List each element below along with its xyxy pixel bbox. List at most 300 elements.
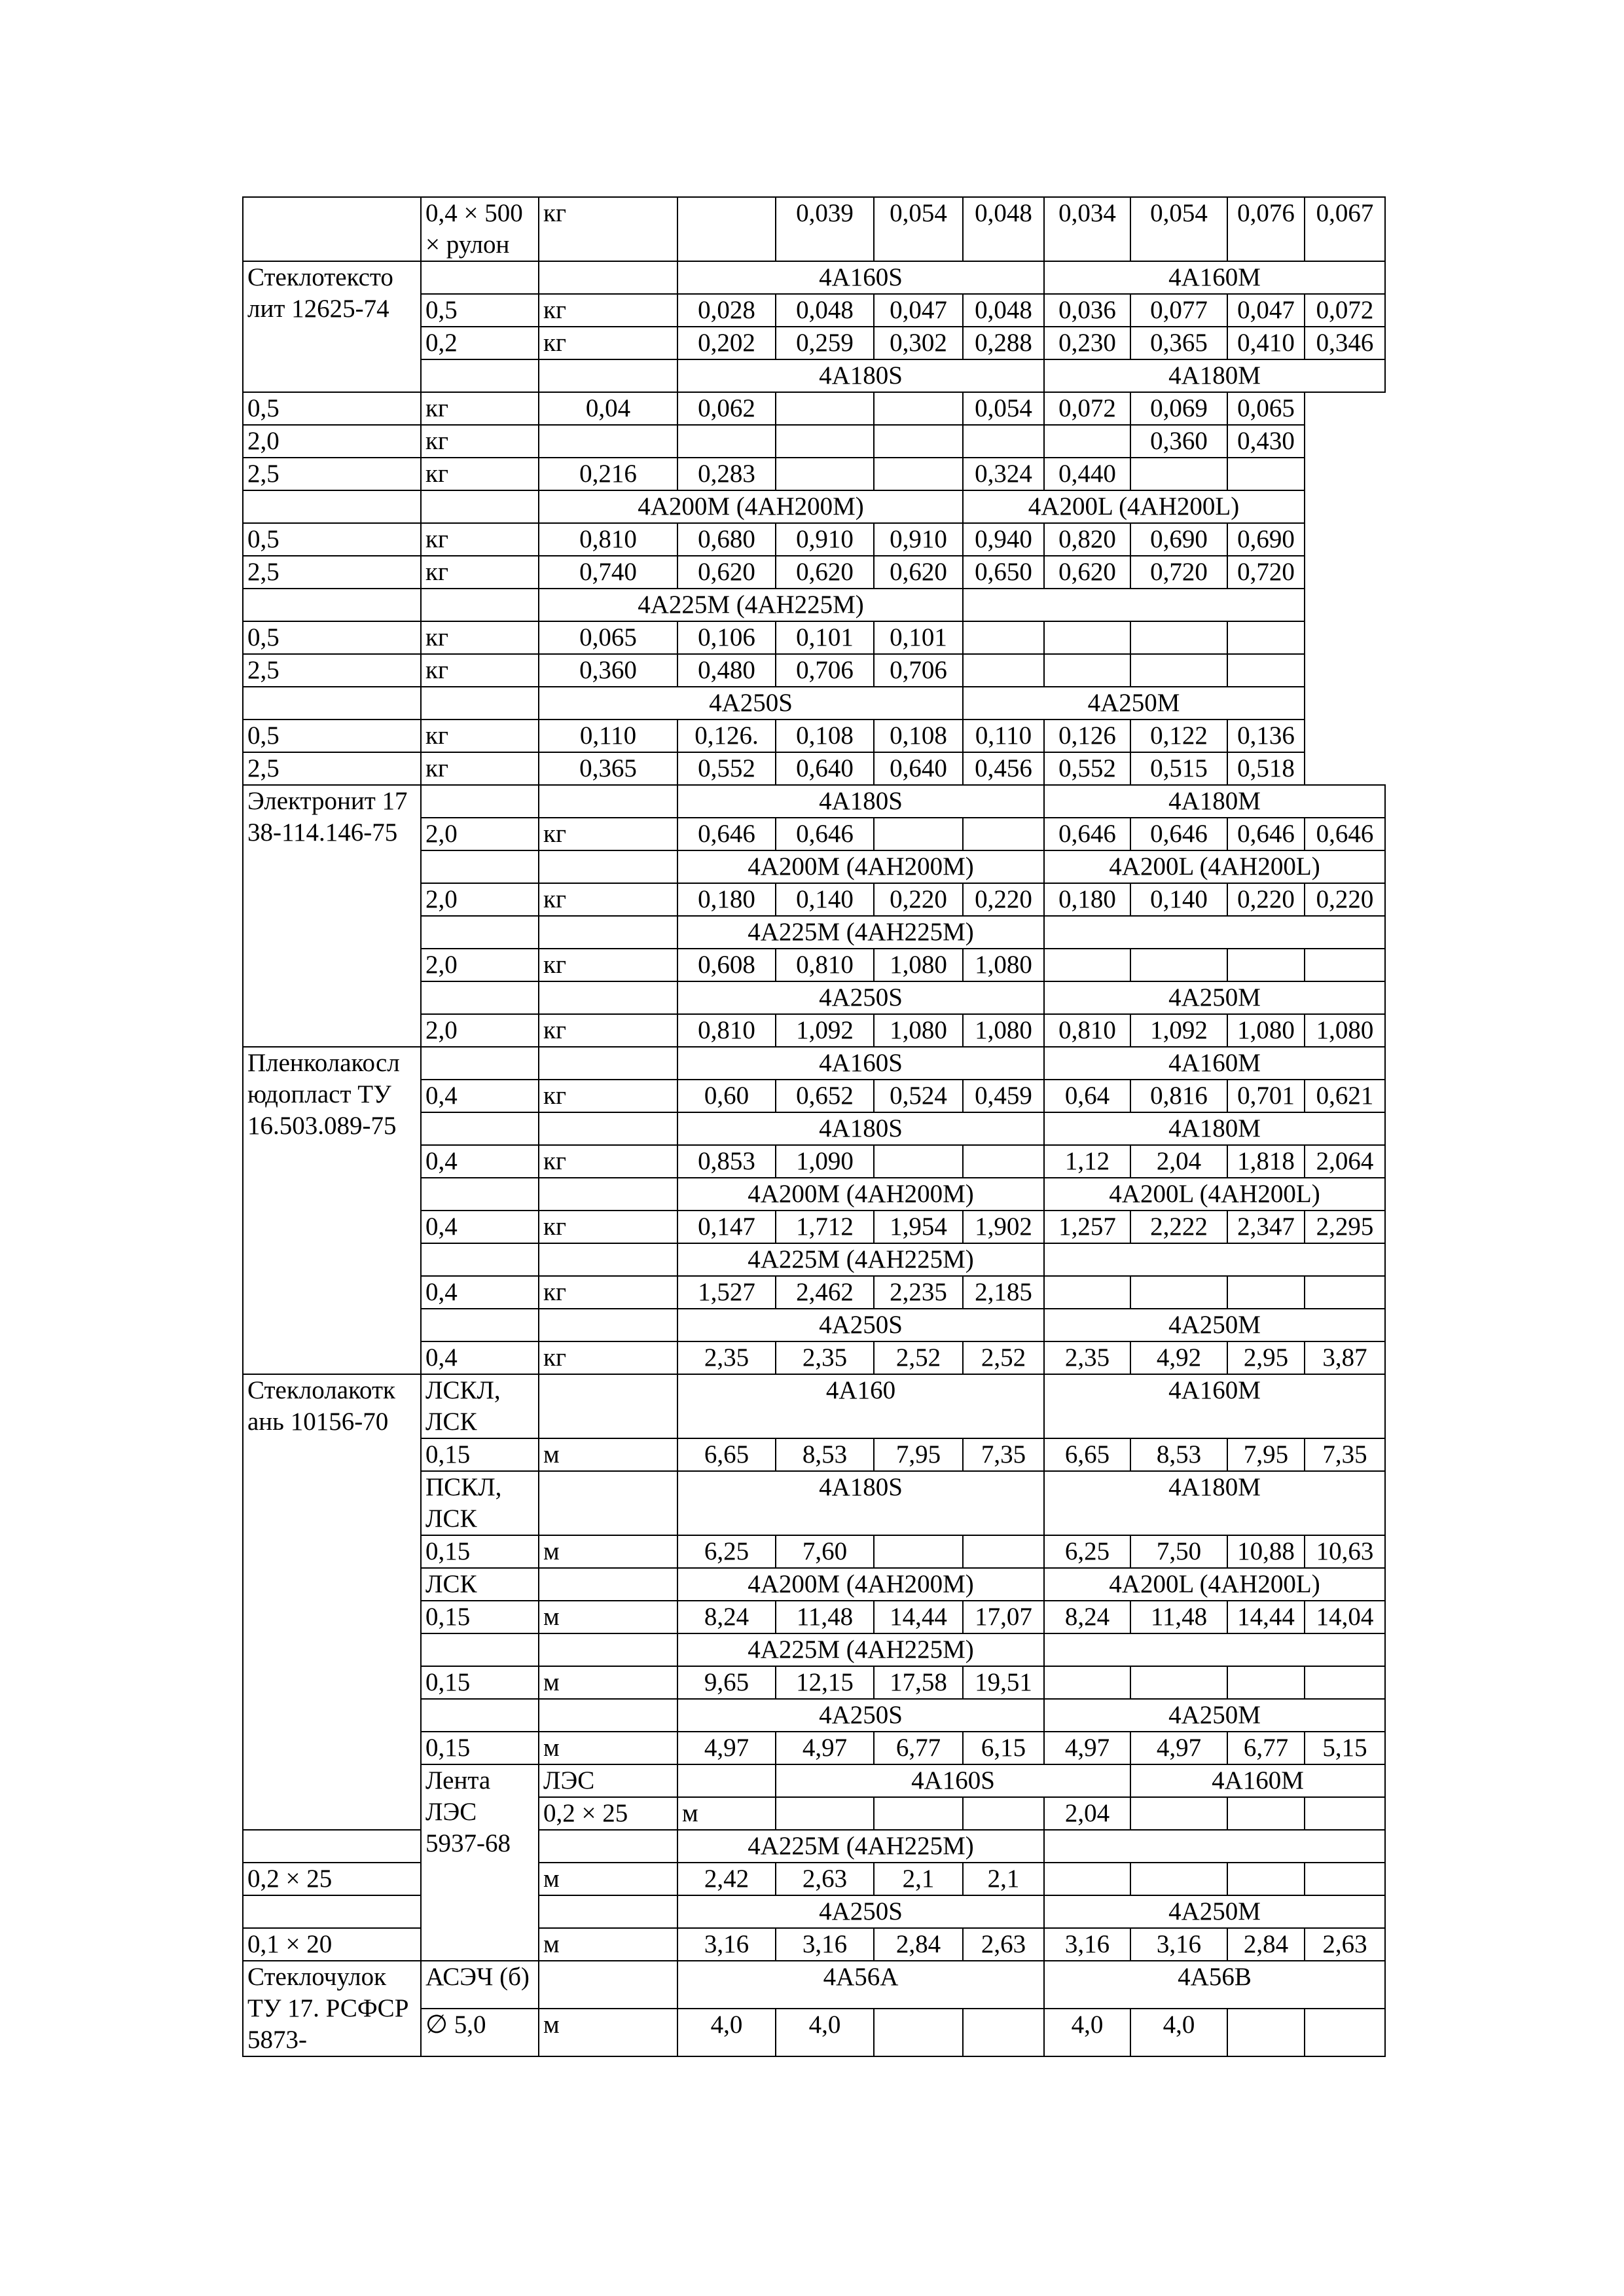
- value-cell: 2,04: [1044, 1797, 1130, 1830]
- value-cell: 3,16: [1044, 1928, 1130, 1961]
- unit-cell: [677, 1764, 776, 1797]
- unit-cell: кг: [539, 949, 677, 981]
- value-cell: 0,072: [1044, 392, 1130, 425]
- value-cell: 0,106: [677, 621, 776, 654]
- value-cell: [1305, 1797, 1385, 1830]
- unit-cell: кг: [539, 1276, 677, 1309]
- value-cell: [874, 425, 963, 458]
- unit-cell: [539, 981, 677, 1014]
- motor-type-right: 4А160М: [1044, 1047, 1385, 1080]
- value-cell: 0,076: [1227, 197, 1305, 261]
- table-row: [243, 1928, 1385, 1961]
- motor-type-left: 4А200М (4АН200М): [677, 850, 1044, 883]
- value-cell: 0,440: [1044, 458, 1130, 490]
- motor-type-left: 4А180S: [677, 785, 1044, 818]
- value-cell: 0,288: [963, 327, 1044, 359]
- value-cell: 0,216: [539, 458, 677, 490]
- value-cell: [963, 1535, 1044, 1568]
- value-cell: 0,346: [1305, 327, 1385, 359]
- value-cell: 2,185: [963, 1276, 1044, 1309]
- value-cell: 14,44: [1227, 1601, 1305, 1633]
- unit-cell: м: [539, 1438, 677, 1471]
- unit-cell: кг: [421, 392, 539, 425]
- value-cell: [1130, 654, 1227, 687]
- value-cell: [1227, 1276, 1305, 1309]
- value-cell: 0,940: [963, 523, 1044, 556]
- unit-cell: [539, 1568, 677, 1601]
- thickness-cell: [421, 1699, 539, 1732]
- value-cell: [1227, 654, 1305, 687]
- value-cell: 0,365: [1130, 327, 1227, 359]
- motor-type-left: 4А180S: [677, 1112, 1044, 1145]
- motor-type-right: 4А250М: [963, 687, 1305, 720]
- value-cell: 0,048: [776, 294, 874, 327]
- value-cell: 8,24: [677, 1601, 776, 1633]
- table-row: [243, 621, 1385, 654]
- value-cell: 0,220: [874, 883, 963, 916]
- value-cell: [1130, 1797, 1227, 1830]
- unit-cell: кг: [539, 294, 677, 327]
- value-cell: [1130, 949, 1227, 981]
- value-cell: 0,701: [1227, 1080, 1305, 1112]
- value-cell: 0,60: [677, 1080, 776, 1112]
- unit-cell: [539, 1047, 677, 1080]
- value-cell: [1227, 2009, 1305, 2056]
- thickness-cell: 0,15: [421, 1601, 539, 1633]
- value-cell: 2,35: [1044, 1341, 1130, 1374]
- value-cell: 2,42: [677, 1863, 776, 1895]
- value-cell: [1044, 621, 1130, 654]
- value-cell: 6,77: [874, 1732, 963, 1764]
- unit-cell: кг: [539, 1014, 677, 1047]
- value-cell: 0,810: [539, 523, 677, 556]
- value-cell: 5,15: [1305, 1732, 1385, 1764]
- motor-type-right: 4А180М: [1044, 359, 1385, 392]
- unit-cell: кг: [539, 1341, 677, 1374]
- value-cell: 8,53: [1130, 1438, 1227, 1471]
- value-cell: 2,1: [874, 1863, 963, 1895]
- value-cell: 0,048: [963, 197, 1044, 261]
- unit-cell: кг: [421, 458, 539, 490]
- value-cell: 0,365: [539, 752, 677, 785]
- motor-type-left: 4А200М (4АН200М): [539, 490, 963, 523]
- motor-type-right: 4А160М: [1044, 261, 1385, 294]
- table-row: [243, 425, 1385, 458]
- value-cell: [1044, 425, 1130, 458]
- value-cell: 0,552: [677, 752, 776, 785]
- motor-type-left: 4А250S: [539, 687, 963, 720]
- value-cell: [1044, 654, 1130, 687]
- motor-type-left: 4А160: [677, 1374, 1044, 1438]
- value-cell: 19,51: [963, 1666, 1044, 1699]
- thickness-cell: [421, 981, 539, 1014]
- value-cell: 0,034: [1044, 197, 1130, 261]
- thickness-cell: [421, 1309, 539, 1341]
- value-cell: 0,410: [1227, 327, 1305, 359]
- value-cell: 0,652: [776, 1080, 874, 1112]
- motor-type-right: [1044, 916, 1385, 949]
- value-cell: [776, 425, 874, 458]
- value-cell: 0,552: [1044, 752, 1130, 785]
- value-cell: 10,88: [1227, 1535, 1305, 1568]
- value-cell: 6,25: [677, 1535, 776, 1568]
- motor-type-right: 4А180М: [1044, 1471, 1385, 1535]
- thickness-cell: 2,0: [243, 425, 421, 458]
- value-cell: 4,92: [1130, 1341, 1227, 1374]
- value-cell: 8,53: [776, 1438, 874, 1471]
- value-cell: 0,126: [1044, 720, 1130, 752]
- thickness-cell: [421, 1047, 539, 1080]
- value-cell: 0,101: [776, 621, 874, 654]
- motor-type-left: 4А225М (4АН225М): [677, 1243, 1044, 1276]
- motor-type-right: 4А160М: [1130, 1764, 1385, 1797]
- value-cell: 0,853: [677, 1145, 776, 1178]
- value-cell: 0,062: [677, 392, 776, 425]
- unit-cell: м: [677, 1797, 776, 1830]
- value-cell: 2,95: [1227, 1341, 1305, 1374]
- thickness-cell: [421, 1112, 539, 1145]
- thickness-cell: ЛЭС: [539, 1764, 677, 1797]
- value-cell: 0,816: [1130, 1080, 1227, 1112]
- motor-header-row: [243, 1374, 1385, 1438]
- unit-cell: [421, 589, 539, 621]
- value-cell: 0,720: [1130, 556, 1227, 589]
- unit-cell: [539, 1471, 677, 1535]
- value-cell: 0,360: [1130, 425, 1227, 458]
- value-cell: 0,640: [874, 752, 963, 785]
- motor-type-left: 4А200М (4АН200М): [677, 1568, 1044, 1601]
- unit-cell: [539, 1633, 677, 1666]
- value-cell: 0,456: [963, 752, 1044, 785]
- value-cell: 0,646: [776, 818, 874, 850]
- materials-consumption-table: [242, 196, 1386, 2057]
- motor-type-right: 4А250М: [1044, 1895, 1385, 1928]
- thickness-cell: АСЭЧ (б): [421, 1961, 539, 2009]
- value-cell: 0,220: [1227, 883, 1305, 916]
- motor-type-right: 4А250М: [1044, 981, 1385, 1014]
- value-cell: 17,07: [963, 1601, 1044, 1633]
- motor-type-left: 4А180S: [677, 1471, 1044, 1535]
- value-cell: [1044, 1276, 1130, 1309]
- value-cell: 2,222: [1130, 1211, 1227, 1243]
- value-cell: 7,95: [874, 1438, 963, 1471]
- value-cell: [963, 621, 1044, 654]
- value-cell: 1,092: [1130, 1014, 1227, 1047]
- value-cell: 0,039: [776, 197, 874, 261]
- value-cell: 0,110: [963, 720, 1044, 752]
- value-cell: 2,52: [963, 1341, 1044, 1374]
- value-cell: 0,101: [874, 621, 963, 654]
- motor-type-left: 4А250S: [677, 1309, 1044, 1341]
- value-cell: [677, 425, 776, 458]
- unit-cell: [539, 916, 677, 949]
- material-name: Стеклочулок ТУ 17. РСФСР 5873-: [243, 1961, 421, 2056]
- value-cell: 2,63: [963, 1928, 1044, 1961]
- motor-type-left: 4А180S: [677, 359, 1044, 392]
- thickness-cell: 0,4: [421, 1080, 539, 1112]
- value-cell: [1130, 1863, 1227, 1895]
- thickness-cell: [243, 1895, 421, 1928]
- motor-type-left: 4А160S: [677, 261, 1044, 294]
- value-cell: 2,84: [874, 1928, 963, 1961]
- value-cell: 1,954: [874, 1211, 963, 1243]
- value-cell: 0,690: [1130, 523, 1227, 556]
- value-cell: [963, 2009, 1044, 2056]
- value-cell: 3,16: [776, 1928, 874, 1961]
- thickness-cell: [243, 1830, 421, 1863]
- value-cell: [874, 392, 963, 425]
- thickness-cell: 0,5: [243, 392, 421, 425]
- material-name: Электронит 17 38-114.146-75: [243, 785, 421, 1047]
- value-cell: 7,35: [1305, 1438, 1385, 1471]
- value-cell: [963, 425, 1044, 458]
- value-cell: [1227, 458, 1305, 490]
- unit-cell: [539, 1830, 677, 1863]
- thickness-cell: [421, 916, 539, 949]
- value-cell: [874, 818, 963, 850]
- unit-cell: [539, 261, 677, 294]
- motor-type-left: 4А250S: [677, 981, 1044, 1014]
- value-cell: 4,0: [677, 2009, 776, 2056]
- thickness-cell: 0,4: [421, 1211, 539, 1243]
- value-cell: 4,0: [1130, 2009, 1227, 2056]
- unit-cell: [421, 687, 539, 720]
- value-cell: 0,147: [677, 1211, 776, 1243]
- motor-header-row: [243, 589, 1385, 621]
- value-cell: 0,680: [677, 523, 776, 556]
- value-cell: 0,646: [677, 818, 776, 850]
- document-page: [242, 196, 1384, 2057]
- value-cell: 0,180: [677, 883, 776, 916]
- unit-cell: кг: [539, 1145, 677, 1178]
- motor-type-left: 4А225М (4АН225М): [677, 1830, 1044, 1863]
- value-cell: 0,518: [1227, 752, 1305, 785]
- motor-type-left: 4А56А: [677, 1961, 1044, 2009]
- motor-type-right: 4А160М: [1044, 1374, 1385, 1438]
- value-cell: 4,97: [776, 1732, 874, 1764]
- value-cell: [963, 818, 1044, 850]
- value-cell: 0,180: [1044, 883, 1130, 916]
- value-cell: 2,52: [874, 1341, 963, 1374]
- value-cell: [1044, 1666, 1130, 1699]
- thickness-cell: 2,0: [421, 818, 539, 850]
- value-cell: [1227, 1666, 1305, 1699]
- value-cell: 0,302: [874, 327, 963, 359]
- unit-cell: кг: [421, 752, 539, 785]
- value-cell: 1,080: [874, 949, 963, 981]
- value-cell: 0,072: [1305, 294, 1385, 327]
- value-cell: 0,650: [963, 556, 1044, 589]
- value-cell: 7,50: [1130, 1535, 1227, 1568]
- value-cell: [874, 1145, 963, 1178]
- value-cell: [874, 1797, 963, 1830]
- value-cell: 0,608: [677, 949, 776, 981]
- motor-type-right: [1044, 1830, 1385, 1863]
- value-cell: 1,080: [874, 1014, 963, 1047]
- motor-type-right: 4А56В: [1044, 1961, 1385, 2009]
- value-cell: 0,515: [1130, 752, 1227, 785]
- value-cell: 4,97: [677, 1732, 776, 1764]
- motor-header-row: [243, 785, 1385, 818]
- value-cell: 4,97: [1044, 1732, 1130, 1764]
- table-row: [243, 458, 1385, 490]
- value-cell: 2,35: [677, 1341, 776, 1374]
- motor-type-right: 4А200L (4АН200L): [1044, 850, 1385, 883]
- value-cell: 0,077: [1130, 294, 1227, 327]
- thickness-cell: 0,5: [243, 523, 421, 556]
- thickness-cell: [421, 1633, 539, 1666]
- value-cell: 2,295: [1305, 1211, 1385, 1243]
- unit-cell: кг: [539, 883, 677, 916]
- value-cell: [1227, 1863, 1305, 1895]
- value-cell: 11,48: [776, 1601, 874, 1633]
- value-cell: 6,25: [1044, 1535, 1130, 1568]
- unit-cell: кг: [421, 523, 539, 556]
- value-cell: [1130, 1276, 1227, 1309]
- thickness-cell: 2,5: [243, 458, 421, 490]
- motor-type-left: 4А250S: [677, 1699, 1044, 1732]
- value-cell: [1305, 2009, 1385, 2056]
- thickness-cell: 2,5: [243, 654, 421, 687]
- value-cell: 2,462: [776, 1276, 874, 1309]
- value-cell: 0,621: [1305, 1080, 1385, 1112]
- value-cell: [776, 1797, 874, 1830]
- unit-cell: [539, 1699, 677, 1732]
- value-cell: [874, 1535, 963, 1568]
- value-cell: 0,720: [1227, 556, 1305, 589]
- motor-header-row: [243, 1830, 1385, 1863]
- value-cell: 0,910: [776, 523, 874, 556]
- value-cell: 0,065: [539, 621, 677, 654]
- value-cell: 1,527: [677, 1276, 776, 1309]
- unit-cell: м: [539, 2009, 677, 2056]
- value-cell: [1227, 949, 1305, 981]
- value-cell: 6,65: [1044, 1438, 1130, 1471]
- motor-type-right: 4А180М: [1044, 785, 1385, 818]
- unit-cell: кг: [421, 556, 539, 589]
- unit-cell: [539, 1112, 677, 1145]
- value-cell: 0,430: [1227, 425, 1305, 458]
- thickness-cell: [421, 785, 539, 818]
- value-cell: 7,95: [1227, 1438, 1305, 1471]
- value-cell: 0,140: [776, 883, 874, 916]
- thickness-cell: [421, 850, 539, 883]
- unit-cell: [421, 490, 539, 523]
- thickness-cell: 2,0: [421, 1014, 539, 1047]
- unit-cell: [539, 1961, 677, 2009]
- value-cell: [1044, 949, 1130, 981]
- material-name: Лента ЛЭС 5937-68: [421, 1764, 539, 1961]
- table-row: [243, 752, 1385, 785]
- value-cell: 1,257: [1044, 1211, 1130, 1243]
- value-cell: 0,065: [1227, 392, 1305, 425]
- value-cell: 0,110: [539, 720, 677, 752]
- value-cell: [539, 425, 677, 458]
- value-cell: 0,640: [776, 752, 874, 785]
- thickness-cell: 0,4 × 500 × рулон: [421, 197, 539, 261]
- value-cell: 0,620: [874, 556, 963, 589]
- value-cell: 0,646: [1044, 818, 1130, 850]
- value-cell: [1227, 1797, 1305, 1830]
- value-cell: [963, 1145, 1044, 1178]
- value-cell: 0,108: [776, 720, 874, 752]
- table-row: [243, 720, 1385, 752]
- value-cell: 4,97: [1130, 1732, 1227, 1764]
- value-cell: 0,706: [776, 654, 874, 687]
- value-cell: 0,048: [963, 294, 1044, 327]
- value-cell: 0,220: [1305, 883, 1385, 916]
- value-cell: 2,04: [1130, 1145, 1227, 1178]
- motor-header-row: [243, 1961, 1385, 2009]
- value-cell: 0,054: [963, 392, 1044, 425]
- thickness-cell: [243, 490, 421, 523]
- value-cell: 1,090: [776, 1145, 874, 1178]
- value-cell: 1,080: [963, 949, 1044, 981]
- thickness-cell: 2,5: [243, 556, 421, 589]
- material-name: Пленколакосл юдопласт ТУ 16.503.089-75: [243, 1047, 421, 1374]
- value-cell: [1305, 1276, 1385, 1309]
- motor-type-left: 4А160S: [677, 1047, 1044, 1080]
- value-cell: 0,740: [539, 556, 677, 589]
- value-cell: 14,44: [874, 1601, 963, 1633]
- thickness-cell: ЛСК: [421, 1568, 539, 1601]
- unit-cell: кг: [539, 818, 677, 850]
- thickness-cell: [421, 359, 539, 392]
- value-cell: 0,524: [874, 1080, 963, 1112]
- value-cell: 0,706: [874, 654, 963, 687]
- value-cell: [1130, 621, 1227, 654]
- value-cell: 0,810: [677, 1014, 776, 1047]
- value-cell: 2,63: [1305, 1928, 1385, 1961]
- value-cell: 10,63: [1305, 1535, 1385, 1568]
- thickness-cell: 0,2 × 25: [243, 1863, 421, 1895]
- value-cell: 2,84: [1227, 1928, 1305, 1961]
- unit-cell: м: [539, 1601, 677, 1633]
- value-cell: [1044, 1863, 1130, 1895]
- unit-cell: [539, 359, 677, 392]
- value-cell: 6,65: [677, 1438, 776, 1471]
- unit-cell: [539, 785, 677, 818]
- value-cell: 0,360: [539, 654, 677, 687]
- value-cell: 7,35: [963, 1438, 1044, 1471]
- thickness-cell: 2,0: [421, 883, 539, 916]
- value-cell: [776, 458, 874, 490]
- value-cell: 1,902: [963, 1211, 1044, 1243]
- table-row: [243, 556, 1385, 589]
- value-cell: 0,036: [1044, 294, 1130, 327]
- unit-cell: кг: [421, 621, 539, 654]
- value-cell: 0,324: [963, 458, 1044, 490]
- value-cell: [1130, 458, 1227, 490]
- value-cell: 0,230: [1044, 327, 1130, 359]
- motor-type-left: 4А225М (4АН225М): [677, 1633, 1044, 1666]
- thickness-cell: 0,2: [421, 327, 539, 359]
- thickness-cell: 0,4: [421, 1341, 539, 1374]
- unit-cell: [539, 1374, 677, 1438]
- value-cell: 2,064: [1305, 1145, 1385, 1178]
- value-cell: 0,220: [963, 883, 1044, 916]
- thickness-cell: [421, 1178, 539, 1211]
- value-cell: 12,15: [776, 1666, 874, 1699]
- unit-cell: кг: [421, 425, 539, 458]
- value-cell: 14,04: [1305, 1601, 1385, 1633]
- unit-cell: кг: [421, 720, 539, 752]
- value-cell: 0,646: [1227, 818, 1305, 850]
- motor-type-right: 4А200L (4АН200L): [1044, 1178, 1385, 1211]
- value-cell: 1,092: [776, 1014, 874, 1047]
- value-cell: 0,690: [1227, 523, 1305, 556]
- value-cell: 0,620: [1044, 556, 1130, 589]
